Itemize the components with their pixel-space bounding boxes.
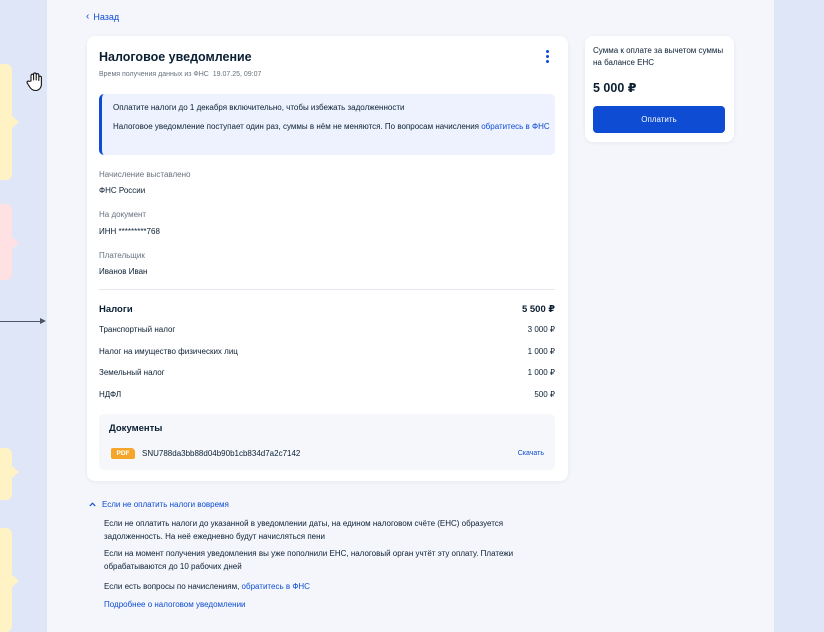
taxes-title: Налоги [99,304,133,315]
tax-name: Налог на имущество физических лиц [99,347,238,356]
received-time [99,71,261,78]
taxes-total: 5 500 ₽ [521,304,555,315]
info-banner [99,94,555,155]
sticky-note-notch [11,465,19,479]
accordion-paragraph: Если на момент получения уведомления вы уже пополнили ЕНС, налоговый орган учтёт эту оплату. Платежи обрабатываются до 10 рабочих дней [104,549,514,571]
accordion-title: Если не оплатить налоги вовремя [102,500,229,509]
tax-name: НДФЛ [99,390,122,399]
pdf-file-icon: PDF [111,448,135,459]
download-link[interactable]: Скачать [517,450,544,457]
page-title: Налоговое уведомление [99,50,252,64]
tax-amount: 1 000 ₽ [527,347,555,356]
tax-amount: 500 ₽ [534,390,555,399]
kebab-menu-icon[interactable] [541,50,553,64]
tax-row [99,368,555,377]
tax-name: Транспортный налог [99,325,176,334]
info-note [113,121,555,133]
tax-row [99,325,555,334]
received-label: Время получения данных из ФНС [99,71,209,78]
pay-button[interactable]: Оплатить [593,106,725,133]
chevron-up-icon [89,501,96,508]
chevron-left-icon: ‹ [86,11,90,22]
back-label: Назад [93,12,120,22]
divider [99,289,555,290]
accordion-paragraph [104,580,554,593]
info-note-text: Налоговое уведомление поступает один раз, суммы в нём не меняются. По вопросам начисления [113,122,479,131]
field-label-issuer: Начисление выставлено [99,170,191,179]
accordion-question-text: Если есть вопросы по начислениям, [104,582,240,591]
notice-card [87,36,568,481]
field-value-document: ИНН *********768 [99,227,160,236]
accordion-paragraph: Если не оплатить налоги до указанной в уведомлении даты, на едином налоговом счёте (ЕНС) образуется задолженность. На неё ежедневно будут начисляться пени [104,519,504,541]
summary-amount: 5 000 ₽ [593,81,637,95]
contact-fns-link[interactable]: обратитесь в ФНС [241,582,310,591]
tax-amount: 1 000 ₽ [527,368,555,377]
back-link[interactable] [86,12,119,22]
tax-row [99,390,555,399]
contact-fns-link[interactable]: обратитесь в ФНС [481,122,550,131]
arrow-right-icon [40,318,46,324]
field-value-issuer: ФНС России [99,186,146,195]
hand-cursor-icon [25,72,43,92]
documents-title: Документы [109,423,163,434]
field-value-payer: Иванов Иван [99,267,148,276]
field-label-document: На документ [99,210,147,219]
sticky-note-notch [11,236,19,250]
tax-amount: 3 000 ₽ [527,325,555,334]
taxes-header [99,304,555,315]
connector-line [0,321,44,322]
summary-label: Сумма к оплате за вычетом суммы на балансе ЕНС [593,46,724,67]
sticky-note-notch [11,115,19,129]
document-file-name[interactable]: SNU788da3bb88d04b90b1cb834d7a2c7142 [142,449,301,458]
accordion-toggle[interactable] [89,500,229,509]
documents-section [99,414,555,470]
tax-name: Земельный налог [99,368,165,377]
board-left-margin [0,0,47,632]
received-date: 19.07.25, 09:07 [212,71,262,78]
sticky-note-notch [11,574,19,588]
info-deadline-text: Оплатите налоги до 1 декабря включительно, чтобы избежать задолженности [113,103,405,112]
field-label-payer: Плательщик [99,251,145,260]
payment-summary-card [585,36,734,142]
tax-row [99,347,555,356]
board-right-margin [774,0,824,632]
more-about-notice-link[interactable]: Подробнее о налоговом уведомлении [104,600,246,609]
